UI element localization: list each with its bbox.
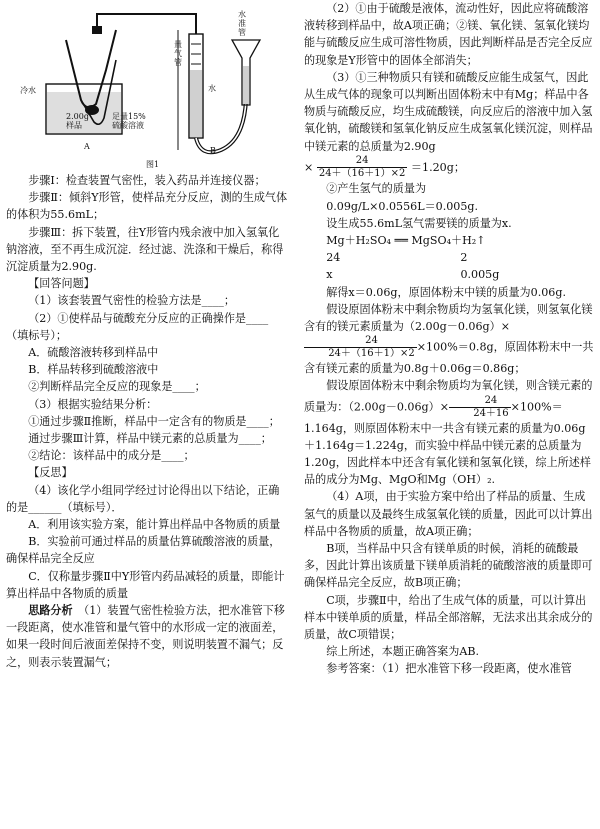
- answer-3-solve: 解得x＝0.06g，原固体粉末中镁的质量为0.06g.: [326, 285, 566, 299]
- question-4-option-c: C．仅称量步骤Ⅱ中Y形管内药品减轻的质量，即能计算出样品中各物质的质量: [6, 569, 285, 600]
- step-3: 步骤Ⅲ：拆下装置，往Y形管内残余液中加入氢氧化钠溶液，至不再生成沉淀．经过滤、洗涤和干燥后，称得沉淀质量为2.90g.: [6, 225, 284, 274]
- formula-1-times: ×: [304, 160, 314, 174]
- figure-caption: 图1: [146, 160, 160, 169]
- answer-3-hydroxide-assume: [304, 301, 594, 378]
- formula-2-result: ×100%＝0.8g，原固体粉末中一共含有镁元素的质量为0.8g＋0.06g＝0.86g；: [304, 340, 594, 376]
- answer-4-c: C项，步骤Ⅱ中，给出了生成气体的质量，可以计算出样本中镁单质的质量，样品全部溶解，无法求出其余成分的质量，故C项错误；: [304, 593, 593, 641]
- chemical-equation: Mg＋H₂SO₄ ══ MgSO₄＋H₂↑: [326, 233, 486, 247]
- oxide-assume-text: 假设原固体粉末中剩余物质均为氧化镁，则含镁元素的质量为：（2.00g－0.06g）×: [304, 379, 593, 414]
- formula-2-fraction: [304, 335, 417, 360]
- answer-3-oxide-assume: [304, 377, 594, 419]
- question-3: （3）根据实验结果分析：: [28, 397, 158, 411]
- known-h2-mass: 0.005g: [460, 268, 500, 282]
- formula-3-numerator: 24: [449, 395, 511, 408]
- sample-label: 2.00g 样品: [66, 112, 89, 130]
- question-1: （1）该套装置气密性的检验方法是____；: [28, 294, 235, 308]
- formula-2-numerator: 24: [304, 335, 417, 348]
- formula-1-numerator: 24: [317, 155, 408, 168]
- right-column: [304, 0, 594, 678]
- answer-3-setup: 设生成55.6mL氢气需要镁的质量为x.: [326, 216, 512, 230]
- formula-3-fraction: [449, 395, 511, 420]
- answer-3-hydrogen: ②产生氢气的质量为: [326, 182, 427, 196]
- analysis-1-text: （1）装置气密性检验方法，把水准管下移一段距离，使水准管和量气管中的水形成一定的液面差，如果一段时间后液面差保持不变，则说明装置不漏气；反之，则表示装置漏气；: [6, 604, 285, 669]
- answer-3-conclusion: 1.164g，则原固体粉末中一共含有镁元素的质量为0.06g＋1.164g＝1.224g，而实验中样品中镁元素的总质量为1.20g，因此样本中还含有氧化镁和氢氧化镁，综上所述样品的成分为Mg、MgO和Mg（OH）₂.: [304, 421, 591, 487]
- equation-ratio-row: [304, 249, 594, 266]
- level-tube-label: 水 准 管: [238, 10, 246, 37]
- burette-label: 量 气 管: [174, 40, 182, 67]
- question-4-option-a: A．利用该实验方案，能计算出样品中各物质的质量: [28, 518, 281, 532]
- question-3-calc: 通过步骤Ⅲ计算，样品中镁元素的总质量为____；: [28, 432, 272, 446]
- reference-answer: 参考答案：（1）把水准管下移一段距离，使水准管: [326, 662, 572, 676]
- ratio-mg: 24: [326, 251, 341, 265]
- answer-header: 【回答问题】: [28, 277, 95, 291]
- question-2-option-b: B．样品转移到硫酸溶液中: [28, 363, 159, 377]
- formula-3-denominator: 24＋16: [473, 407, 509, 419]
- question-2-part-2: ②判断样品完全反应的现象是____；: [28, 380, 206, 394]
- hydroxide-assume-text: 假设原固体粉末中剩余物质均为氢氧化镁，则氢氧化镁含有的镁元素质量为（2.00g－0.06g）×: [304, 302, 593, 333]
- water-label: 水: [208, 84, 216, 93]
- answer-3: （3）①三种物质只有镁和硫酸反应能生成氢气，因此从生成气体的现象可以判断出固体粉末中有Mg；样品中各物质与硫酸反应，均生成硫酸镁，向反应后的溶液中加入氢氧化钠，硫酸镁和氢氧化钠反应生成氢氧化镁沉淀，则样品中镁元素的总质量为2.90g: [304, 70, 593, 153]
- answer-2: （2）①由于硫酸是液体，流动性好，因此应将硫酸溶液转移到样品中，故A项正确；②镁、氧化镁、氢氧化镁均能与硫酸反应生成可溶性物质，因此判断样品是否完全反应的现象是Y形管中的固体全部消失；: [304, 2, 593, 67]
- question-2: （2）①使样品与硫酸充分反应的正确操作是____（填标号）；: [6, 311, 269, 342]
- step-2: 步骤Ⅱ：倾斜Y形管，使样品充分反应，测的生成气体的体积为55.6mL；: [6, 191, 288, 222]
- formula-3-result: ×100%＝: [510, 400, 563, 414]
- left-column: [6, 0, 288, 671]
- analysis-title: 思路分析: [28, 604, 73, 618]
- ratio-h2: 2: [460, 251, 468, 265]
- label-b: B: [210, 146, 216, 155]
- step-1: 步骤Ⅰ：检查装置气密性，装入药品并连接仪器；: [28, 174, 266, 187]
- answer-4-summary: 综上所述，本题正确答案为AB.: [326, 645, 480, 659]
- answer-4-b: B项，当样品中只含有镁单质的时候，消耗的硫酸最多，因此计算出该质量下镁单质消耗的硫酸溶液的质量即可确保样品完全反应，故B项正确；: [304, 541, 593, 590]
- apparatus-figure: [6, 0, 288, 172]
- unknown-x: x: [326, 268, 333, 282]
- acid-label: 足量15% 硫酸溶液: [112, 112, 146, 130]
- equation-unknown-row: [304, 266, 594, 283]
- question-2-option-a: A．硫酸溶液转移到样品中: [28, 346, 159, 360]
- formula-2-denominator: 24＋（16＋1）×2: [328, 348, 415, 360]
- question-4: （4）该化学小组同学经过讨论得出以下结论，正确的是______（填标号）．: [6, 483, 280, 514]
- formula-1: [304, 155, 594, 181]
- label-a: A: [84, 142, 90, 151]
- question-3-part-1: ①通过步骤Ⅱ推断，样品中一定含有的物质是____；: [28, 414, 280, 428]
- question-3-part-2: ②结论：该样品中的成分是____；: [28, 449, 195, 463]
- answer-3-hydrogen-calc: 0.09g/L×0.0556L＝0.005g.: [326, 199, 479, 213]
- analysis-1: [6, 602, 288, 671]
- formula-1-denominator: 24＋（16＋1）×2: [318, 168, 406, 180]
- formula-1-fraction: [317, 155, 408, 180]
- question-4-option-b: B．实验前可通过样品的质量估算硫酸溶液的质量，确保样品完全反应: [6, 535, 281, 566]
- answer-4-a: （4）A项，由于实验方案中给出了样品的质量、生成氢气的质量以及最终生成氢氧化镁的质量，因此可以计算出样品中各物质的质量，故A项正确；: [304, 490, 593, 538]
- reflect-header: 【反思】: [28, 466, 73, 480]
- formula-1-result: ＝1.20g；: [410, 160, 465, 174]
- cold-water-label: 冷水: [20, 86, 36, 95]
